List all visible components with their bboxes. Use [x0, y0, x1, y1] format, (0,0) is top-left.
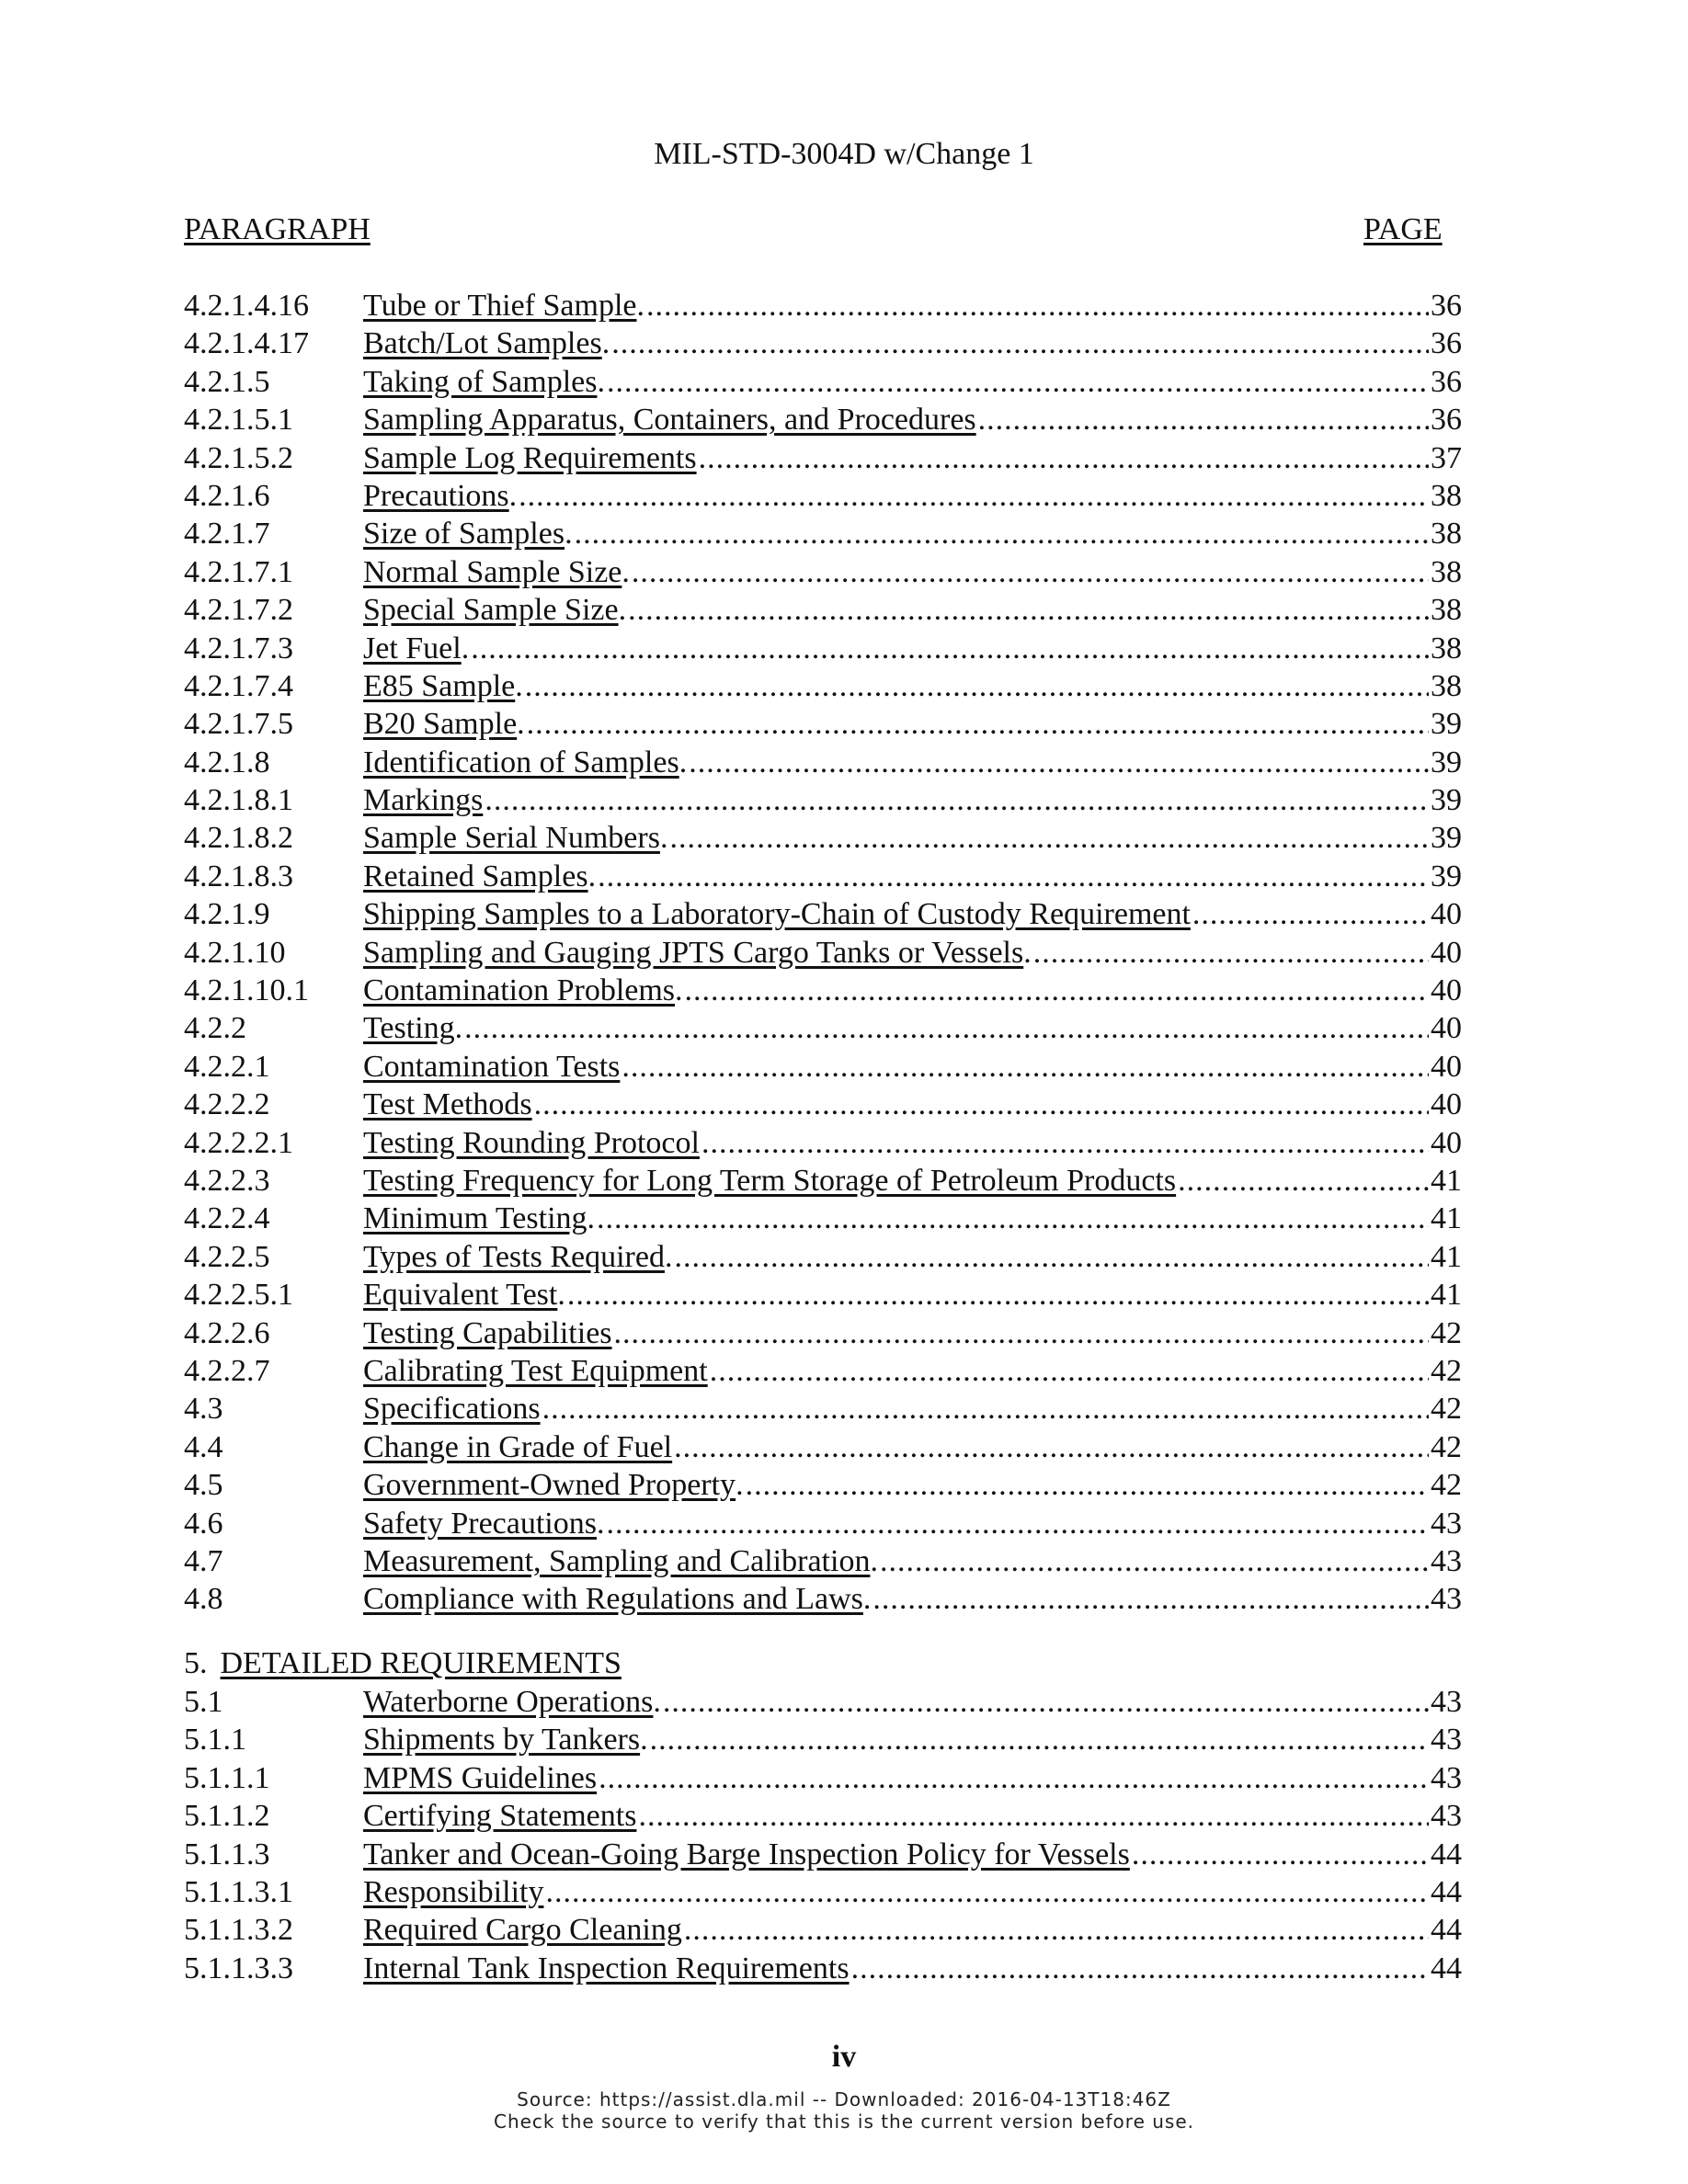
toc-entry-page: 36 — [1431, 403, 1462, 438]
toc-entry-number: 4.2.1.8.1 — [184, 783, 293, 818]
dot-leader — [607, 1506, 1430, 1542]
dot-leader — [689, 745, 1429, 781]
dot-leader — [685, 973, 1429, 1009]
toc-entry-page: 39 — [1431, 859, 1462, 893]
toc-entry-link[interactable]: Change in Grade of Fuel — [363, 1429, 673, 1464]
source-notice — [0, 2088, 1688, 2133]
toc-entry — [184, 1543, 1462, 1581]
toc-entry-link[interactable]: Testing Capabilities — [363, 1315, 612, 1350]
toc-entry-page: 43 — [1431, 1506, 1462, 1541]
toc-entry-page: 43 — [1431, 1582, 1462, 1617]
toc-entry-link[interactable]: Shipping Samples to a Laboratory-Chain of Custody Requirement — [363, 897, 1191, 932]
toc-entry — [184, 896, 1462, 934]
dot-leader — [674, 1429, 1429, 1466]
dot-leader — [567, 1277, 1429, 1314]
toc-entry-suffix: . — [640, 1723, 648, 1757]
toc-entry-suffix: . — [862, 1582, 872, 1617]
toc-entry-number: 5.1.1.2 — [184, 1799, 270, 1834]
toc-entry-link[interactable]: Shipments by Tankers — [363, 1723, 641, 1757]
dot-leader — [527, 706, 1429, 743]
toc-entry — [184, 1200, 1462, 1238]
toc-entry-link[interactable]: Size of Samples — [363, 517, 565, 552]
toc-entry-link[interactable]: Testing Frequency for Long Term Storage of Petroleum Products — [363, 1163, 1177, 1198]
toc-entry-link[interactable]: Certifying Statements — [363, 1799, 637, 1834]
toc-entry-number: 4.2.1.6 — [184, 478, 270, 513]
toc-entry-page: 40 — [1431, 1087, 1462, 1122]
dot-leader — [471, 631, 1429, 667]
toc-entry-page: 41 — [1431, 1278, 1462, 1313]
toc-entry-number: 5.1.1.3.2 — [184, 1913, 293, 1948]
toc-entry-page: 40 — [1431, 1011, 1462, 1046]
toc-entry-suffix: . — [736, 1468, 744, 1503]
toc-entry-link[interactable]: Contamination Problems — [363, 973, 676, 1008]
toc-entry-number: 4.2.1.10 — [184, 935, 286, 970]
toc-entry — [184, 325, 1462, 363]
toc-entry-page: 43 — [1431, 1760, 1462, 1795]
dot-leader — [519, 478, 1429, 515]
toc-entry-link[interactable]: Special Sample Size — [363, 593, 619, 628]
toc-entry-suffix: . — [659, 821, 668, 856]
toc-entry-link[interactable]: B20 Sample — [363, 707, 518, 742]
toc-entry-link[interactable]: Jet Fuel — [363, 631, 462, 665]
toc-entry-link[interactable]: E85 Sample — [363, 668, 516, 703]
toc-entry-number: 4.2.1.4.17 — [184, 326, 309, 361]
toc-entry-number: 4.7 — [184, 1543, 223, 1578]
toc-entry-number: 4.2.1.7.4 — [184, 668, 293, 703]
toc-entry — [184, 1315, 1462, 1353]
toc-entry — [184, 820, 1462, 858]
toc-entry-page: 44 — [1431, 1951, 1462, 1985]
dot-leader — [598, 859, 1429, 895]
toc-entry — [184, 1353, 1462, 1391]
toc-entry-suffix: . — [679, 745, 688, 779]
toc-entry-number: 4.2.2.7 — [184, 1353, 270, 1388]
toc-entry — [184, 440, 1462, 478]
toc-entry-number: 5.1.1.3 — [184, 1837, 270, 1871]
paragraph-column-label: PARAGRAPH — [184, 212, 371, 246]
toc-entry — [184, 859, 1462, 896]
dot-leader — [1132, 1837, 1429, 1873]
dot-leader — [710, 1353, 1429, 1390]
dot-leader — [699, 440, 1429, 477]
toc-entry-link[interactable]: Waterborne Operations — [363, 1685, 654, 1719]
toc-entry-number: 4.2.1.8.3 — [184, 859, 293, 893]
toc-entry-page: 39 — [1431, 707, 1462, 742]
toc-entry — [184, 554, 1462, 592]
toc-entry-number: 4.2.2.3 — [184, 1163, 270, 1198]
toc-entry-suffix: . — [601, 326, 610, 361]
toc-entry-link[interactable]: Compliance with Regulations and Laws — [363, 1582, 863, 1617]
toc-entry-link[interactable]: Internal Tank Inspection Requirements — [363, 1951, 850, 1985]
toc-entry-page: 38 — [1431, 631, 1462, 665]
toc-entry — [184, 1951, 1462, 1988]
toc-entry — [184, 1722, 1462, 1759]
toc-entry — [184, 1010, 1462, 1048]
toc-entry-number: 4.2.1.8 — [184, 745, 270, 779]
toc-entry-page: 36 — [1431, 364, 1462, 399]
toc-entry-link[interactable]: Precautions — [363, 478, 509, 513]
dot-leader — [599, 1760, 1429, 1797]
toc-entry-page: 40 — [1431, 935, 1462, 970]
toc-entry-page: 44 — [1431, 1837, 1462, 1871]
section-title[interactable]: DETAILED REQUIREMENTS — [220, 1646, 622, 1680]
toc-entry-number: 4.4 — [184, 1429, 223, 1464]
toc-entry-number: 4.2.2.5.1 — [184, 1278, 293, 1313]
dot-leader — [622, 1049, 1429, 1086]
toc-entry-suffix: . — [664, 1239, 673, 1274]
document-title: MIL-STD-3004D w/Change 1 — [654, 137, 1034, 171]
toc-entry-suffix: . — [461, 631, 470, 665]
dot-leader — [1178, 1163, 1429, 1200]
dot-leader — [701, 1125, 1429, 1162]
toc-entry-number: 4.8 — [184, 1582, 223, 1617]
dot-leader — [628, 592, 1429, 629]
dot-leader — [614, 1315, 1429, 1352]
toc-entry — [184, 1467, 1462, 1505]
dot-leader — [485, 782, 1429, 819]
toc-entry-link[interactable]: Responsibility — [363, 1874, 544, 1909]
dot-leader — [1192, 896, 1429, 933]
toc-entry-page: 42 — [1431, 1315, 1462, 1350]
dot-leader — [632, 554, 1429, 591]
toc-entry-number: 4.2.2.2 — [184, 1087, 270, 1122]
toc-entry-suffix: . — [597, 1506, 605, 1541]
toc-entry-page: 38 — [1431, 668, 1462, 703]
toc-entry-number: 4.2.2.4 — [184, 1201, 270, 1236]
toc-entry-link[interactable]: Types of Tests Required — [363, 1239, 665, 1274]
dot-leader — [638, 1798, 1429, 1835]
toc-entry — [184, 1581, 1462, 1619]
dot-leader — [525, 668, 1429, 705]
toc-entry — [184, 1874, 1462, 1912]
toc-entry-number: 4.2.1.7.1 — [184, 554, 293, 589]
toc-entry-link[interactable]: Identification of Samples — [363, 745, 679, 779]
dot-leader — [880, 1543, 1429, 1580]
toc-entry — [184, 668, 1462, 706]
dot-leader — [674, 1239, 1429, 1276]
toc-entry-link[interactable]: Required Cargo Cleaning — [363, 1913, 682, 1948]
toc-entry-suffix: . — [454, 1011, 463, 1046]
toc-entry-page: 39 — [1431, 745, 1462, 779]
toc-entry-link[interactable]: Equivalent Test — [363, 1278, 558, 1313]
check-line: Check the source to verify that this is the current version before use. — [493, 2110, 1194, 2133]
toc-entry-link[interactable]: Sample Serial Numbers — [363, 821, 660, 856]
toc-entry-link[interactable]: Test Methods — [363, 1087, 532, 1122]
toc-entry-suffix: . — [557, 1278, 565, 1313]
toc-entry-link[interactable]: Taking of Samples — [363, 364, 598, 399]
toc-entry-page: 39 — [1431, 821, 1462, 856]
toc-entry-number: 4.3 — [184, 1392, 223, 1427]
toc-entry-link[interactable]: Markings — [363, 783, 484, 818]
toc-entry-page: 37 — [1431, 440, 1462, 475]
page-folio: iv — [831, 2040, 857, 2074]
toc-entry — [184, 1086, 1462, 1124]
dot-leader — [597, 1200, 1429, 1237]
toc-entry-page: 44 — [1431, 1913, 1462, 1948]
toc-entry-number: 4.5 — [184, 1468, 223, 1503]
toc-entry — [184, 1239, 1462, 1277]
toc-entry-link[interactable]: Minimum Testing — [363, 1201, 587, 1236]
toc-entry-link[interactable]: Government-Owned Property — [363, 1468, 736, 1503]
toc-entry-link[interactable]: Testing Rounding Protocol — [363, 1125, 700, 1160]
dot-leader — [542, 1391, 1429, 1428]
toc-entry-page: 44 — [1431, 1874, 1462, 1909]
dot-leader — [746, 1467, 1429, 1504]
toc-entry-page: 36 — [1431, 326, 1462, 361]
toc-entry-page: 38 — [1431, 478, 1462, 513]
toc-entry-page: 40 — [1431, 1049, 1462, 1084]
toc-entry-suffix: . — [1023, 935, 1032, 970]
dot-leader — [669, 820, 1429, 857]
toc-entry-number: 5.1.1.3.1 — [184, 1874, 293, 1909]
toc-entry-page: 41 — [1431, 1163, 1462, 1198]
toc-entry-page: 42 — [1431, 1468, 1462, 1503]
toc-entry-number: 4.2.1.5 — [184, 364, 270, 399]
toc-entry-number: 4.2.1.4.16 — [184, 289, 309, 323]
toc-entry-number: 4.2.1.7.3 — [184, 631, 293, 665]
dot-leader — [851, 1951, 1429, 1987]
section-number: 5. — [184, 1646, 208, 1680]
toc-entry-number: 4.6 — [184, 1506, 223, 1541]
toc-entry — [184, 1798, 1462, 1836]
toc-entry-link[interactable]: Specifications — [363, 1392, 541, 1427]
toc-entry-link[interactable]: Normal Sample Size — [363, 554, 622, 589]
toc-entry — [184, 288, 1462, 325]
toc-entry — [184, 935, 1462, 973]
dot-leader — [607, 364, 1429, 401]
toc-entry-link[interactable]: Batch/Lot Samples — [363, 326, 602, 361]
page-column-label: PAGE — [1363, 212, 1443, 246]
toc-entry-suffix: . — [653, 1685, 661, 1719]
dot-leader — [1033, 935, 1429, 972]
toc-entry-page: 38 — [1431, 554, 1462, 589]
toc-entry — [184, 1277, 1462, 1314]
toc-entry — [184, 1125, 1462, 1163]
toc-entry-suffix: . — [515, 668, 523, 703]
toc-entry-suffix: . — [508, 478, 518, 513]
toc-entry-number: 4.2.2.5 — [184, 1239, 270, 1274]
toc-entry-page: 43 — [1431, 1685, 1462, 1719]
toc-entry-suffix: . — [517, 707, 525, 742]
toc-entry-page: 41 — [1431, 1201, 1462, 1236]
toc-entry-page: 42 — [1431, 1429, 1462, 1464]
toc-entry-page: 40 — [1431, 973, 1462, 1008]
dot-leader — [978, 402, 1429, 438]
toc-entry-page: 39 — [1431, 783, 1462, 818]
dot-leader — [663, 1684, 1429, 1721]
dot-leader — [575, 516, 1429, 552]
toc-list-part1 — [184, 288, 1462, 1620]
toc-entry-number: 4.2.1.7.5 — [184, 707, 293, 742]
toc-entry — [184, 1429, 1462, 1467]
toc-entry — [184, 592, 1462, 630]
toc-entry-link[interactable]: Safety Precautions — [363, 1506, 597, 1541]
toc-entry-number: 4.2.2 — [184, 1011, 246, 1046]
toc-entry-page: 42 — [1431, 1392, 1462, 1427]
toc-entry — [184, 1391, 1462, 1428]
toc-entry-suffix: . — [597, 364, 605, 399]
dot-leader — [611, 325, 1429, 362]
toc-entry-page: 42 — [1431, 1353, 1462, 1388]
dot-leader — [646, 288, 1429, 324]
toc-entry — [184, 706, 1462, 744]
toc-entry-page: 40 — [1431, 897, 1462, 932]
dot-leader — [464, 1010, 1429, 1047]
toc-entry-page: 43 — [1431, 1799, 1462, 1834]
dot-leader — [650, 1722, 1429, 1758]
dot-leader — [684, 1912, 1429, 1949]
dot-leader — [534, 1086, 1429, 1123]
toc-entry — [184, 1049, 1462, 1086]
toc-entry — [184, 516, 1462, 553]
toc-entry — [184, 1912, 1462, 1950]
toc-entry — [184, 745, 1462, 782]
toc-entry — [184, 782, 1462, 820]
toc-entry-link[interactable]: MPMS Guidelines — [363, 1760, 598, 1795]
toc-entry-page: 38 — [1431, 517, 1462, 552]
toc-entry-number: 4.2.2.6 — [184, 1315, 270, 1350]
toc-entry-link[interactable]: Tube or Thief Sample — [363, 289, 637, 323]
toc-entry-number: 4.2.1.10.1 — [184, 973, 309, 1008]
toc-entry — [184, 364, 1462, 402]
toc-entry-link[interactable]: Tanker and Ocean-Going Barge Inspection Policy for Vessels — [363, 1837, 1130, 1871]
section-5-heading — [184, 1645, 622, 1682]
toc-entry-link[interactable]: Sampling and Gauging JPTS Cargo Tanks or Vessels — [363, 935, 1024, 970]
toc-entry-link[interactable]: Calibrating Test Equipment — [363, 1353, 708, 1388]
toc-entry-number: 5.1 — [184, 1685, 223, 1719]
toc-entry-number: 5.1.1.1 — [184, 1760, 270, 1795]
toc-entry-link[interactable]: Sampling Apparatus, Containers, and Procedures — [363, 403, 976, 438]
toc-entry — [184, 402, 1462, 439]
toc-entry-suffix: . — [618, 593, 627, 628]
toc-entry-number: 4.2.1.5.1 — [184, 403, 293, 438]
dot-leader — [545, 1874, 1429, 1911]
toc-entry-number: 5.1.1.3.3 — [184, 1951, 293, 1985]
toc-entry-suffix: . — [675, 973, 683, 1008]
toc-entry-page: 41 — [1431, 1239, 1462, 1274]
toc-entry-number: 5.1.1 — [184, 1723, 246, 1757]
toc-entry — [184, 631, 1462, 668]
toc-entry-page: 36 — [1431, 289, 1462, 323]
toc-entry-link[interactable]: Sample Log Requirements — [363, 440, 697, 475]
dot-leader — [873, 1581, 1429, 1618]
toc-entry-suffix: . — [587, 1201, 596, 1236]
toc-entry-number: 4.2.1.5.2 — [184, 440, 293, 475]
toc-entry-link[interactable]: Measurement, Sampling and Calibration — [363, 1543, 871, 1578]
toc-entry — [184, 1760, 1462, 1798]
toc-entry — [184, 1506, 1462, 1543]
toc-entry-suffix: . — [587, 859, 597, 893]
toc-entry-number: 4.2.1.9 — [184, 897, 270, 932]
toc-entry-number: 4.2.2.1 — [184, 1049, 270, 1084]
toc-entry — [184, 973, 1462, 1010]
toc-entry-link[interactable]: Retained Samples — [363, 859, 588, 893]
toc-entry — [184, 1163, 1462, 1200]
toc-entry-page: 38 — [1431, 593, 1462, 628]
toc-entry — [184, 1837, 1462, 1874]
toc-entry-page: 40 — [1431, 1125, 1462, 1160]
toc-entry-number: 4.2.1.7 — [184, 517, 270, 552]
toc-entry-suffix: . — [565, 517, 573, 552]
toc-entry-page: 43 — [1431, 1543, 1462, 1578]
toc-list-part2 — [184, 1684, 1462, 1988]
toc-entry-suffix: . — [870, 1543, 878, 1578]
toc-entry-number: 4.2.1.7.2 — [184, 593, 293, 628]
toc-entry-number: 4.2.1.8.2 — [184, 821, 293, 856]
toc-entry-suffix: . — [636, 289, 644, 323]
toc-entry-number: 4.2.2.2.1 — [184, 1125, 293, 1160]
toc-entry-link[interactable]: Testing — [363, 1011, 455, 1046]
source-line: Source: https://assist.dla.mil -- Downloaded: 2016-04-13T18:46Z — [517, 2088, 1171, 2110]
toc-entry-suffix: . — [622, 554, 630, 589]
toc-entry — [184, 1684, 1462, 1722]
toc-entry — [184, 478, 1462, 516]
toc-entry-page: 43 — [1431, 1723, 1462, 1757]
toc-entry-link[interactable]: Contamination Tests — [363, 1049, 621, 1084]
